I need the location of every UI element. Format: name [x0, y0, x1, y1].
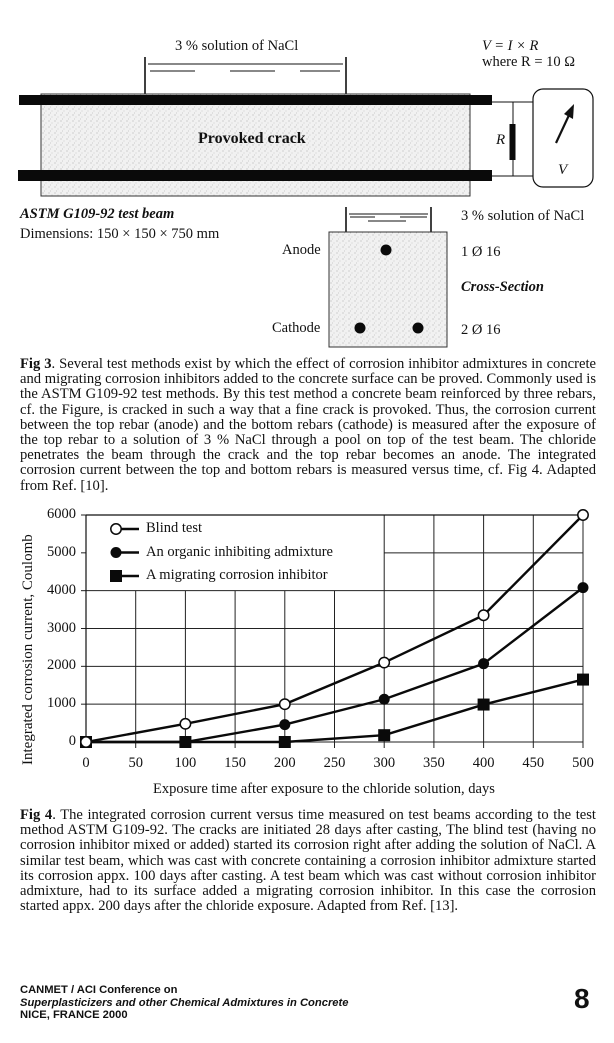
open-circle-marker: [280, 699, 290, 709]
cathode-label: Cathode: [272, 320, 321, 336]
x-axis-label: Exposure time after exposure to the chloride solution, days: [153, 781, 495, 797]
legend-item-label: A migrating corrosion inhibitor: [146, 567, 328, 583]
figure-4-caption: [20, 808, 596, 914]
cathode-rebar-dot: [355, 323, 366, 334]
cathode-rebar-dot: [413, 323, 424, 334]
y-tick-label: 4000: [47, 581, 76, 598]
cross-section-title: Cross-Section: [461, 279, 544, 295]
legend-item-label: Blind test: [146, 520, 202, 536]
legend-item-label: An organic inhibiting admixture: [146, 543, 333, 560]
filled-circle-marker: [111, 547, 122, 558]
open-circle-marker: [180, 719, 190, 729]
formula-note: where R = 10 Ω: [482, 54, 576, 70]
bottom-rebar: [18, 170, 492, 181]
open-circle-marker: [478, 610, 488, 620]
crack-label: Provoked crack: [198, 130, 306, 147]
x-tick-label: 250: [323, 755, 346, 771]
x-tick-label: 400: [472, 755, 495, 771]
resistor-icon: [510, 124, 516, 160]
figure-3-label: Fig 3: [20, 356, 52, 372]
filled-circle-marker: [379, 694, 390, 705]
x-tick-label: 200: [273, 755, 296, 771]
y-tick-label: 0: [68, 733, 76, 749]
filled-square-marker: [478, 699, 490, 711]
formula: V = I × R: [482, 38, 539, 54]
pool-label: 3 % solution of NaCl: [175, 38, 299, 54]
open-circle-marker: [578, 510, 588, 520]
x-tick-label: 300: [373, 755, 396, 771]
anode-rebar-label: 1 Ø 16: [461, 244, 501, 260]
cross-section-pool-label: 3 % solution of NaCl: [461, 208, 585, 224]
filled-square-marker: [279, 736, 291, 748]
top-rebar: [19, 95, 492, 105]
open-circle-marker: [111, 524, 121, 534]
resistor-label: R: [496, 132, 506, 148]
x-tick-label: 150: [224, 755, 246, 771]
y-axis-label: Integrated corrosion current, Coulomb: [20, 534, 36, 765]
cathode-rebar-label: 2 Ø 16: [461, 322, 501, 338]
figure-3-caption: [20, 357, 596, 494]
figure-3-caption-text: . Several test methods exist by which the effect of corrosion inhibitor admixtures in concrete and migrating corrosion inhibitors added to the concrete surface can be proved. Commonly used is the ASTM G109-92 test methods. By this test method a concrete beam reinforced by three rebars, cf. the Figure, is cracked in such a way that a fine crack is provoked. Thus, the corrosion current between the top rebar (anode) and the bottom rebars (cathode) is measured after the exposure of the top rebar to a solution of 3 % NaCl through a pool on top of the test beam. The chloride penetrates the beam through the crack and the top rebar becomes an anode. The integrated corrosion current between the top and bottom rebars is measured versus time, cf. Fig 4. Adapted from Ref. [10].: [20, 356, 596, 494]
open-circle-marker: [81, 737, 91, 747]
filled-circle-marker: [578, 582, 589, 593]
filled-square-marker: [110, 570, 122, 582]
x-tick-label: 450: [522, 755, 545, 771]
beam-dimensions: Dimensions: 150 × 150 × 750 mm: [20, 226, 220, 242]
filled-square-marker: [378, 729, 390, 741]
x-tick-label: 50: [128, 755, 143, 771]
x-tick-label: 350: [423, 755, 445, 771]
cross-section-pool-icon: [346, 207, 431, 233]
anode-rebar-dot: [381, 245, 392, 256]
figure-4-caption-text: . The integrated corrosion current versus time measured on test beams according to the test method ASTM G109-92. The cracks are initiated 28 days after casting, The blind test (having no corrosion inhibitor mixed or added) started its corrosion right after adding the solution of NaCl. A similar test beam, which was cast with concrete containing a corrosion inhibitor admixture started its corrosion appx. 100 days after casting. A test beam which was cast without corrosion inhibitor admixture, had to its surface added a migrating corrosion inhibitor. In this case the corrosion started appx. 200 days after the chloride exposure. Adapted from Ref. [13].: [20, 807, 596, 915]
footer-conference-title: Superplasticizers and other Chemical Admixtures in Concrete: [20, 996, 349, 1009]
pool-icon: [145, 57, 346, 95]
x-tick-label: 0: [82, 755, 90, 771]
footer-conference: CANMET / ACI Conference on: [20, 984, 178, 996]
footer-location: NICE, FRANCE 2000: [20, 1009, 128, 1021]
open-circle-marker: [379, 657, 389, 667]
filled-circle-marker: [279, 719, 290, 730]
page-number: 8: [574, 983, 590, 1014]
beam-title: ASTM G109-92 test beam: [20, 206, 175, 222]
anode-label: Anode: [282, 242, 321, 258]
filled-square-marker: [577, 674, 589, 686]
y-tick-label: 6000: [47, 506, 76, 522]
y-tick-label: 5000: [47, 543, 76, 560]
footer: [20, 984, 348, 1022]
figure-4-label: Fig 4: [20, 807, 53, 823]
y-tick-label: 1000: [47, 695, 76, 712]
y-tick-label: 2000: [47, 657, 76, 674]
filled-circle-marker: [180, 737, 191, 748]
x-tick-label: 500: [572, 755, 594, 771]
voltmeter-label: V: [558, 162, 568, 178]
x-tick-label: 100: [174, 755, 197, 771]
y-tick-label: 3000: [47, 619, 76, 636]
filled-circle-marker: [478, 658, 489, 669]
